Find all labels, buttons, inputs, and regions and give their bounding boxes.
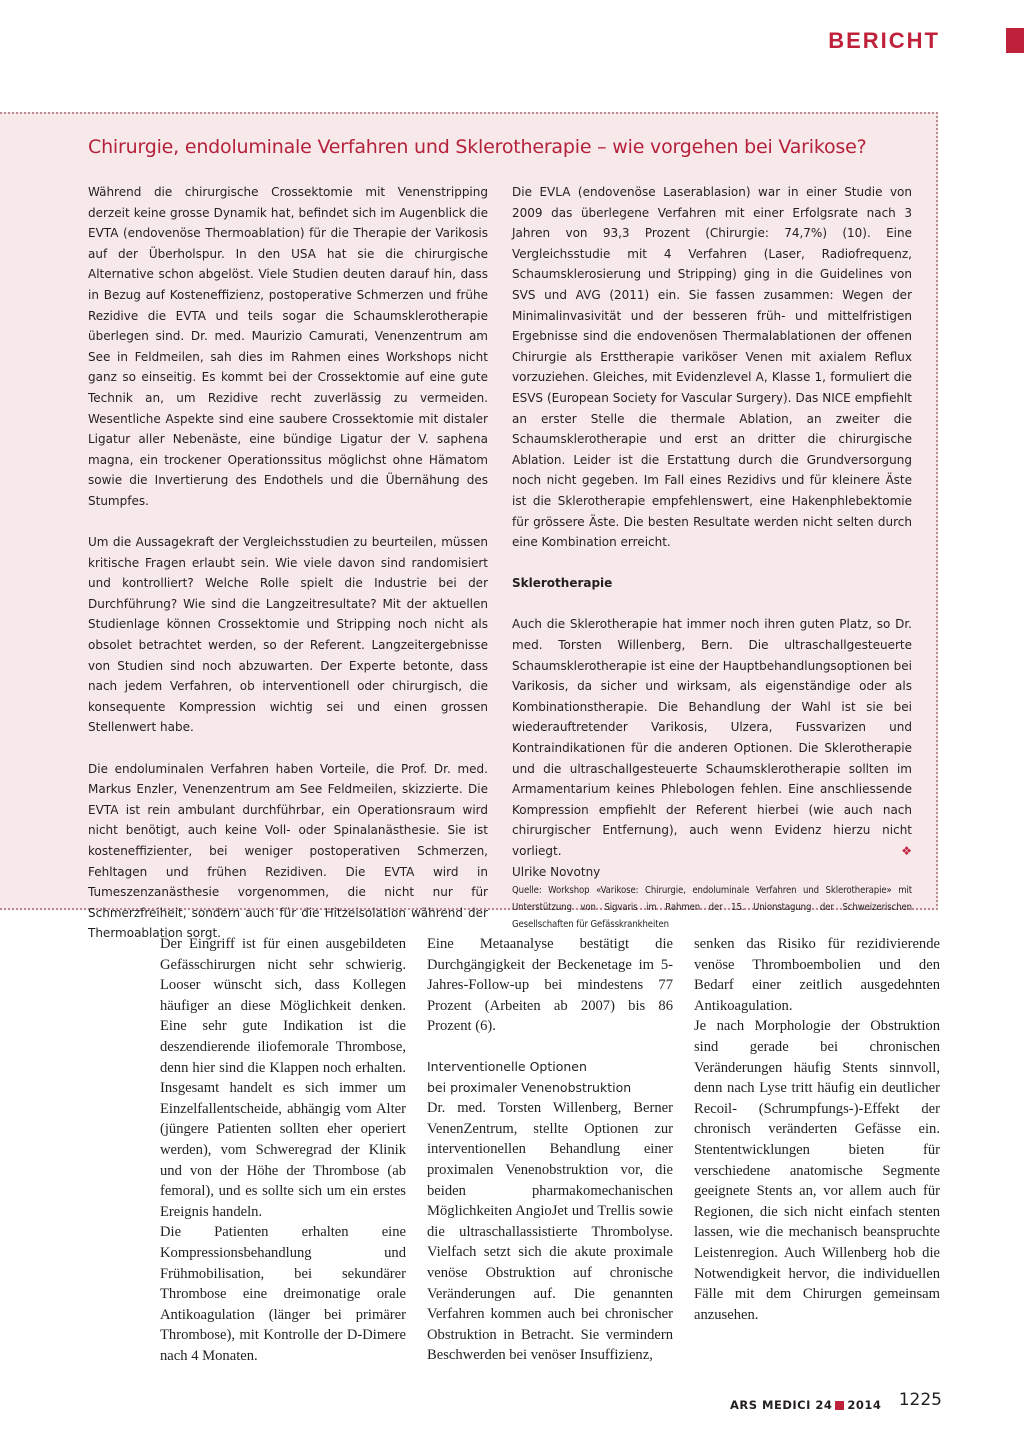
journal-name: ARS MEDICI (730, 1398, 811, 1412)
box-left-column (88, 182, 488, 944)
section-label: BERICHT (828, 28, 940, 53)
footer-square (835, 1401, 844, 1410)
box-paragraph: Während die chirurgische Crossektomie mit Venenstripping derzeit keine grosse Dynamik hat, befindet sich im Augenblick die EVTA (endovenöse Thermoablation) für die Therapie der Varikosis auf der Überholspur. In den USA hat sie die chirurgische Alternative schon abgelöst. Viele Studien deuten darauf hin, dass in Bezug auf Kosteneffizienz, postoperative Schmerzen und frühe Rezidive die EVTA und teils sogar die Schaumsklerotherapie überlegen sind. Dr. med. Maurizio Camurati, Venenzentrum am See in Feldmeilen, sah dies im Rahmen eines Workshops nicht ganz so einseitig. Es kommt bei der Crossektomie auf eine gute Technik an, um Rezidive recht zuverlässig zu vermeiden. Wesentliche Aspekte sind eine saubere Crossektomie mit distaler Ligatur aller Nebenäste, eine bündige Ligatur der V. saphena magna, ein trockener Operationssitus möglichst ohne Hämatom sowie die Invertierung des Endothels und die Übernähung des Stumpfes. (88, 185, 488, 508)
box-title: Chirurgie, endoluminale Verfahren und Sklerotherapie – wie vorgehen bei Varikose? (88, 136, 867, 158)
body-column-2 (427, 934, 673, 1366)
body-subheading-line: Interventionelle Optionen (427, 1058, 587, 1074)
body-paragraph: senken das Risiko für rezidivierende venöse Thromboembolien und den Bedarf einer zeitlich ausgedehnten Antikoagulation. (694, 936, 940, 1014)
box-subheading: Sklerotherapie (512, 576, 613, 591)
body-paragraph: Dr. med. Torsten Willenberg, Berner VenenZentrum, stellte Optionen zur interventionellen Behandlung einer proximalen Venenobstruktion vor, die beiden pharmakomechanischen Möglichkeiten AngioJet und Trellis sowie die ultraschallassistierte Thrombolyse. Vielfach setzt sich die akute proximale venöse Obstruktion auf chronische Veränderungen auf. Die genannten Verfahren kommen auch bei chronischer Obstruktion in Betracht. Sie vermindern Beschwerden bei venöser Insuffizienz, (427, 1100, 673, 1364)
page-number: 1225 (898, 1390, 942, 1410)
body-subheading-line: bei proximaler Venenobstruktion (427, 1079, 632, 1095)
source-note: Quelle: Workshop «Varikose: Chirurgie, endoluminale Verfahren und Sklerotherapie» mit Unterstützung von Sigvaris im Rahmen der 15. Unionstagung der Schweizerischen Gesellschaften für Gefässkrankheiten (512, 885, 912, 931)
end-mark: ❖ (901, 844, 912, 858)
body-subheading (427, 1057, 673, 1098)
box-paragraph: Um die Aussagekraft der Vergleichsstudien zu beurteilen, müssen kritische Fragen erlaubt sein. Wie viele davon sind randomisiert und kontrolliert? Welche Rolle spielt die Industrie bei der Durchführung? Wie sind die Langzeitresultate? Mit der aktuellen Studienlage können Crossektomie und Stripping noch nicht als obsolet betrachtet werden, so der Referent. Langzeitergebnisse von Studien sind noch abzuwarten. Der Experte betonte, dass nach jedem Verfahren, ob interventionell oder chirurgisch, die konsequente Kompression wichtig sei und einen grossen Stellenwert habe. (88, 535, 488, 735)
body-column-3 (694, 934, 940, 1325)
box-paragraph: Die EVLA (endovenöse Laserablasion) war in einer Studie von 2009 das überlegene Verfahren mit einer Erfolgsrate nach 3 Jahren von 93,3 Prozent (Chirurgie: 74,7%) (10). Eine Vergleichsstudie mit 4 Verfahren (Laser, Radiofrequenz, Schaumsklerosierung und Stripping) ging in die Guidelines von SVS und AVG (2011) ein. Sie fassen zusammen: Wegen der Minimalinvasivität und der besseren früh- und mittelfristigen Ergebnisse sind die endovenösen Thermalablationen der offenen Chirurgie als Ersttherapie variköser Venen mit axialem Reflux vorzuziehen. Gleiches, mit Evidenzlevel A, Klasse 1, formuliert die ESVS (European Society for Vascular Surgery). Das NICE empfiehlt an erster Stelle die thermale Ablation, an zweiter die Schaumsklerotherapie und erst an dritter die chirurgische Ablation. Leider ist die Erstattung durch die Grundversorgung noch nicht gegeben. Im Fall eines Rezidivs und für kleinere Äste ist die Sklerotherapie empfehlenswert, eine Hakenphlebektomie für grössere Äste. Die besten Resultate werden nicht selten durch eine Kombination erreicht. (512, 185, 912, 550)
body-paragraph: Der Eingriff ist für einen ausgebildeten Gefässchirurgen nicht sehr schwierig. Looser wünscht sich, dass Kollegen häufiger an diese Möglichkeit denken. Eine sehr gute Indikation ist die deszendierende iliofemorale Thrombose, denn hier sind die Klappen noch erhalten. Insgesamt handelt es sich immer um Einzelfallentscheide, abhängig vom Alter (jüngere Patienten sollten eher operiert werden), vom Schweregrad der Klinik und von der Höhe der Thrombose (ab femoral), und es sollte sich um ein erstes Ereignis handeln. (160, 936, 406, 1220)
body-paragraph: Je nach Morphologie der Obstruktion sind gerade bei chronischen Veränderungen häufig Stents sinnvoll, denn nach Lyse tritt häufig ein deutlicher Recoil- (Schrumpfungs-)-Effekt der chronisch veränderten Gefässe ein. Stententwicklungen bieten für verschiedene anatomische Segmente geeignete Stents an, vor allem auch für Regionen, die sich nicht einfach stenten lassen, wie die mechanisch beanspruchte Leistenregion. Auch Willenberg hob die Notwendigkeit hervor, die individuellen Fälle mit dem Chirurgen gemeinsam anzusehen. (694, 1018, 940, 1323)
box-paragraph (512, 614, 912, 861)
box-right-column (512, 182, 912, 933)
box-paragraph-text: Auch die Sklerotherapie hat immer noch ihren guten Platz, so Dr. med. Torsten Willenberg, Bern. Die ultraschallgesteuerte Schaumsklerotherapie ist eine der Hauptbehandlungsoptionen bei Varikosis, da sicher und wirksam, als eigenständige oder als Kombinationstherapie. Die Behandlung der Wahl ist sie bei wiederauftretender Varikosis, Ulzera, Fussvarizen und Kontraindikationen für die anderen Optionen. Die Sklerotherapie und die ultraschallgesteuerte Schaumsklerotherapie sollten im Armamentarium keines Phlebologen fehlen. Eine anschliessende Kompression empfiehlt der Referent hierbei (wie auch nach chirurgischer Entfernung), auch wenn Evidenz hierzu nicht vorliegt. (512, 617, 912, 858)
author: Ulrike Novotny (512, 864, 601, 879)
section-marker (1006, 28, 1024, 53)
body-paragraph: Eine Metaanalyse bestätigt die Durchgängigkeit der Beckenetage im 5-Jahres-Follow-up bei mindestens 77 Prozent (Arbeiten ab 2007) bis 86 Prozent (6). (427, 936, 673, 1035)
journal-info (730, 1398, 881, 1412)
body-column-1 (160, 934, 406, 1366)
issue-number: 24 (815, 1398, 833, 1412)
issue-year: 2014 (847, 1398, 882, 1412)
body-paragraph: Die Patienten erhalten eine Kompressionsbehandlung und Frühmobilisation, bei sekundärer Thrombose eine dreimonatige orale Antikoagulation (länger bei primärer Thrombose), mit Kontrolle der D-Dimere nach 4 Monaten. (160, 1224, 406, 1364)
box-paragraph: Die endoluminalen Verfahren haben Vorteile, die Prof. Dr. med. Markus Enzler, Venenzentrum am See Feldmeilen, skizzierte. Die EVTA ist rein ambulant durchführbar, ein Operationsraum wird nicht benötigt, auch keine Voll- oder Spinalanästhesie. Sie ist kosteneffizienter, bei weniger postoperativen Schmerzen, Fehltagen und frühen Rezidiven. Die EVTA wird in Tumeszenzanästhesie vorgenommen, die nicht nur für Schmerzfreiheit, sondern auch für die Hitzeisolation während der Thermoablation sorgt. (88, 761, 488, 941)
